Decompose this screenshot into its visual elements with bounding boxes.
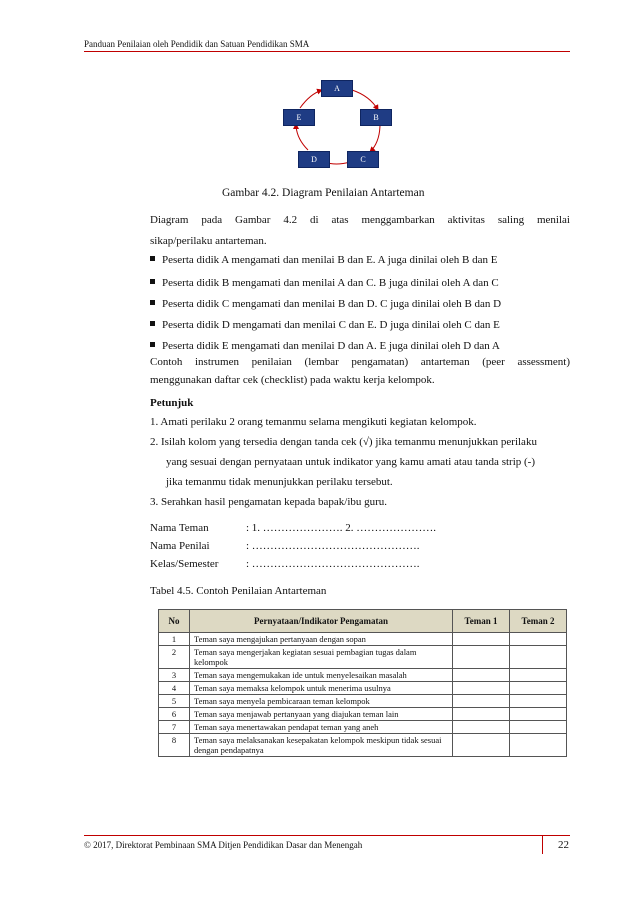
row-indicator: Teman saya mengerjakan kegiatan sesuai pembagian tugas dalam kelompok bbox=[190, 646, 453, 669]
table-header-row bbox=[159, 610, 567, 633]
peer-assessment-table bbox=[158, 609, 567, 757]
row-indicator: Teman saya menertawakan pendapat teman yang aneh bbox=[190, 721, 453, 734]
bullet-icon bbox=[150, 321, 155, 326]
form-label-kelas: Kelas/Semester bbox=[150, 558, 219, 570]
row-indicator: Teman saya melaksanakan kesepakatan kelompok meskipun tidak sesuai dengan pendapatnya bbox=[190, 734, 453, 757]
teman-2-cell[interactable] bbox=[510, 633, 567, 646]
diagram-node-c: C bbox=[347, 151, 379, 168]
col-header-teman-2: Teman 2 bbox=[510, 610, 567, 633]
col-header-no: No bbox=[159, 610, 190, 633]
intro-line-1: Diagram pada Gambar 4.2 di atas menggambarkan aktivitas saling menilai bbox=[150, 214, 570, 226]
petunjuk-title: Petunjuk bbox=[150, 397, 194, 409]
example-line-2: menggunakan daftar cek (checklist) pada waktu kerja kelompok. bbox=[150, 374, 435, 386]
table-row bbox=[159, 695, 567, 708]
teman-2-cell[interactable] bbox=[510, 646, 567, 669]
row-no: 1 bbox=[159, 633, 190, 646]
figure-caption: Gambar 4.2. Diagram Penilaian Antarteman bbox=[222, 187, 425, 199]
row-indicator: Teman saya mengemukakan ide untuk menyelesaikan masalah bbox=[190, 669, 453, 682]
petunjuk-item-2: 2. Isilah kolom yang tersedia dengan tanda cek (√) jika temanmu menunjukkan perilaku bbox=[150, 436, 537, 448]
teman-1-cell[interactable] bbox=[453, 682, 510, 695]
petunjuk-item-2-cont: yang sesuai dengan pernyataan untuk indikator yang kamu amati atau tanda strip (-) bbox=[166, 456, 535, 468]
diagram-node-d: D bbox=[298, 151, 330, 168]
bullet-text: Peserta didik A mengamati dan menilai B dan E. A juga dinilai oleh B dan E bbox=[162, 254, 498, 266]
bullet-text: Peserta didik B mengamati dan menilai A dan C. B juga dinilai oleh A dan C bbox=[162, 277, 499, 289]
table-title: Tabel 4.5. Contoh Penilaian Antarteman bbox=[150, 585, 327, 597]
form-label-nama-teman: Nama Teman bbox=[150, 522, 209, 534]
col-header-indicator: Pernyataan/Indikator Pengamatan bbox=[190, 610, 453, 633]
row-indicator: Teman saya mengajukan pertanyaan dengan sopan bbox=[190, 633, 453, 646]
row-no: 6 bbox=[159, 708, 190, 721]
teman-1-cell[interactable] bbox=[453, 734, 510, 757]
teman-1-cell[interactable] bbox=[453, 669, 510, 682]
form-label-nama-penilai: Nama Penilai bbox=[150, 540, 210, 552]
footer-rule bbox=[84, 835, 570, 836]
col-header-teman-1: Teman 1 bbox=[453, 610, 510, 633]
table-row bbox=[159, 669, 567, 682]
table-row bbox=[159, 646, 567, 669]
bullet-icon bbox=[150, 300, 155, 305]
row-no: 5 bbox=[159, 695, 190, 708]
form-value-nama-teman: : 1. …………………. 2. …………………. bbox=[246, 522, 437, 534]
row-indicator: Teman saya menyela pembicaraan teman kelompok bbox=[190, 695, 453, 708]
teman-1-cell[interactable] bbox=[453, 633, 510, 646]
teman-2-cell[interactable] bbox=[510, 708, 567, 721]
bullet-text: Peserta didik E mengamati dan menilai D dan A. E juga dinilai oleh D dan A bbox=[162, 340, 500, 352]
bullet-item bbox=[150, 298, 501, 310]
page-header: Panduan Penilaian oleh Pendidik dan Satuan Pendidikan SMA bbox=[84, 39, 310, 49]
page-number: 22 bbox=[542, 836, 569, 854]
bullet-item bbox=[150, 254, 497, 266]
petunjuk-item-1: 1. Amati perilaku 2 orang temanmu selama mengikuti kegiatan kelompok. bbox=[150, 416, 477, 428]
header-rule bbox=[84, 51, 570, 52]
row-no: 2 bbox=[159, 646, 190, 669]
table-row bbox=[159, 708, 567, 721]
teman-1-cell[interactable] bbox=[453, 708, 510, 721]
row-indicator: Teman saya memaksa kelompok untuk menerima usulnya bbox=[190, 682, 453, 695]
bullet-item bbox=[150, 319, 500, 331]
petunjuk-item-2-cont: jika temanmu tidak menunjukkan perilaku tersebut. bbox=[166, 476, 393, 488]
teman-1-cell[interactable] bbox=[453, 646, 510, 669]
teman-2-cell[interactable] bbox=[510, 682, 567, 695]
table-row bbox=[159, 633, 567, 646]
bullet-text: Peserta didik D mengamati dan menilai C dan E. D juga dinilai oleh C dan E bbox=[162, 319, 500, 331]
footer-copyright: © 2017, Direktorat Pembinaan SMA Ditjen Pendidikan Dasar dan Menengah bbox=[84, 840, 363, 850]
example-line-1: Contoh instrumen penilaian (lembar pengamatan) antarteman (peer assessment) bbox=[150, 356, 570, 368]
teman-1-cell[interactable] bbox=[453, 721, 510, 734]
row-no: 7 bbox=[159, 721, 190, 734]
table-row bbox=[159, 682, 567, 695]
teman-2-cell[interactable] bbox=[510, 734, 567, 757]
row-no: 8 bbox=[159, 734, 190, 757]
bullet-icon bbox=[150, 279, 155, 284]
bullet-icon bbox=[150, 256, 155, 261]
teman-2-cell[interactable] bbox=[510, 695, 567, 708]
table-row bbox=[159, 721, 567, 734]
table-row bbox=[159, 734, 567, 757]
diagram-node-a: A bbox=[321, 80, 353, 97]
diagram-node-e: E bbox=[283, 109, 315, 126]
peer-assessment-diagram bbox=[270, 74, 400, 184]
bullet-item bbox=[150, 340, 500, 352]
teman-2-cell[interactable] bbox=[510, 721, 567, 734]
row-no: 4 bbox=[159, 682, 190, 695]
teman-2-cell[interactable] bbox=[510, 669, 567, 682]
row-no: 3 bbox=[159, 669, 190, 682]
form-value-kelas: : ………………………………………. bbox=[246, 558, 420, 570]
form-value-nama-penilai: : ………………………………………. bbox=[246, 540, 420, 552]
intro-line-2: sikap/perilaku antarteman. bbox=[150, 235, 267, 247]
diagram-node-b: B bbox=[360, 109, 392, 126]
bullet-text: Peserta didik C mengamati dan menilai B dan D. C juga dinilai oleh B dan D bbox=[162, 298, 502, 310]
teman-1-cell[interactable] bbox=[453, 695, 510, 708]
petunjuk-item-3: 3. Serahkan hasil pengamatan kepada bapak/ibu guru. bbox=[150, 496, 388, 508]
bullet-icon bbox=[150, 342, 155, 347]
row-indicator: Teman saya menjawab pertanyaan yang diajukan teman lain bbox=[190, 708, 453, 721]
bullet-item bbox=[150, 277, 499, 289]
